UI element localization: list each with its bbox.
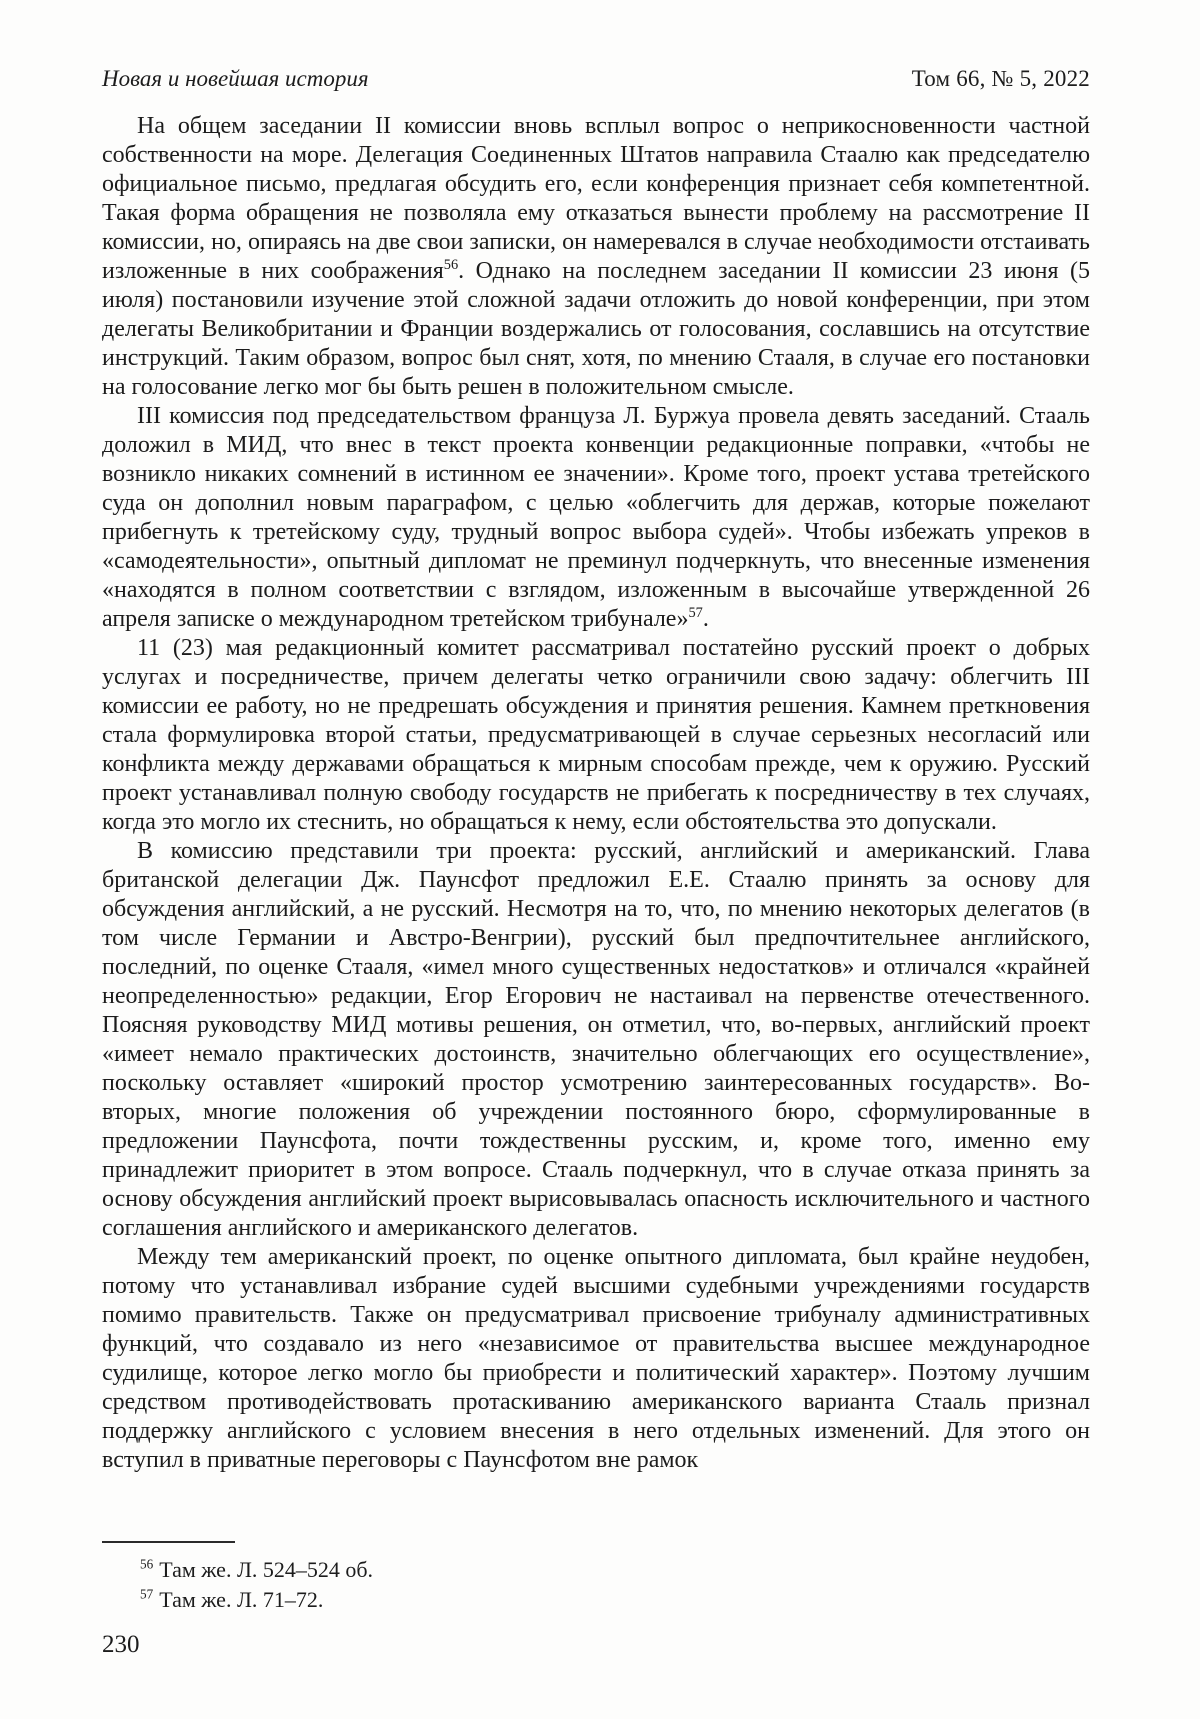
footnote-ref: 57: [688, 605, 703, 621]
footnote: [140, 1585, 1090, 1615]
page-footer: [102, 1541, 1090, 1659]
paragraph-text: . Однако на последнем заседании II комиссии 23 июня (5 июля) постановили изучение этой сложной задачи отложить до новой конференции, при этом делегаты Великобритании и Франции воздержались от голосования, сославшись на отсутствие инструкций. Таким образом, вопрос был снят, хотя, по мнению Стааля, в случае его постановки на голосование легко мог бы быть решен в положительном смысле.: [102, 258, 1090, 400]
footnote-marker: 57: [140, 1586, 154, 1602]
footnote-text: Там же. Л. 524–524 об.: [159, 1557, 374, 1582]
footnotes-block: [102, 1555, 1090, 1615]
footnote-ref: 56: [443, 257, 459, 273]
footnote-text: Там же. Л. 71–72.: [159, 1587, 324, 1612]
journal-title: Новая и новейшая история: [102, 66, 369, 91]
running-head: [102, 66, 1090, 92]
article-body: [102, 112, 1090, 1475]
body-paragraph: [102, 112, 1090, 402]
paragraph-text: .: [702, 606, 709, 632]
body-paragraph: [102, 634, 1090, 837]
page-number: 230: [102, 1631, 140, 1658]
paragraph-text: 11 (23) мая редакционный комитет рассматривал постатейно русский проект о добрых услугах и посредничестве, причем делегаты четко ограничили свою задачу: облегчить III комиссии ее работу, но не предрешать обсуждения и принятия решения. Камнем преткновения стала формулировка второй статьи, предусматривающей в случае серьезных несогласий или конфликта между державами обращаться к мирным способам прежде, чем к оружию. Русский проект устанавливал полную свободу государств не прибегать к посредничеству в тех случаях, когда это могло их стеснить, но обращаться к нему, если обстоятельства это допускали.: [102, 635, 1090, 835]
paragraph-text: Между тем американский проект, по оценке опытного дипломата, был крайне неудобен, потому что устанавливал избрание судей высшими судебными учреждениями государств помимо правительств. Также он предусматривал присвоение трибуналу административных функций, что создавало из него «независимое от правительства высшее международное судилище, которое легко могло бы приобрести и политический характер». Поэтому лучшим средством противодействовать протаскиванию американского варианта Стааль признал поддержку английского с условием внесения в него отдельных изменений. Для этого он вступил в приватные переговоры с Паунсфотом вне рамок: [102, 1244, 1090, 1473]
issue-info: Том 66, № 5, 2022: [911, 66, 1090, 91]
paragraph-text: III комиссия под председательством француза Л. Буржуа провела девять заседаний. Стааль доложил в МИД, что внес в текст проекта конвенции редакционные поправки, «чтобы не возникло никаких сомнений в истинном ее значении». Кроме того, проект устава третейского суда он дополнил новым параграфом, с целью «облегчить для держав, которые пожелают прибегнуть к третейскому суду, трудный вопрос выбора судей». Чтобы избежать упреков в «самодеятельности», опытный дипломат не преминул подчеркнуть, что внесенные изменения «находятся в полном соответствии с взглядом, изложенным в высочайше утвержденной 26 апреля записке о международном третейском трибунале»: [102, 403, 1090, 632]
body-paragraph: [102, 1243, 1090, 1475]
footnote-divider: [102, 1541, 235, 1543]
body-paragraph: [102, 837, 1090, 1243]
paragraph-text: В комиссию представили три проекта: русский, английский и американский. Глава британской делегации Дж. Паунсфот предложил Е.Е. Стаалю принять за основу для обсуждения английский, а не русский. Несмотря на то, что, по мнению некоторых делегатов (в том числе Германии и Австро-Венгрии), русский был предпочтительнее английского, последний, по оценке Стааля, «имел много существенных недостатков» и отличался «крайней неопределенностью» редакции, Егор Егорович не настаивал на первенстве отечественного. Поясняя руководству МИД мотивы решения, он отметил, что, во-первых, английский проект «имеет немало практических достоинств, значительно облегчающих его осуществление», поскольку оставляет «широкий простор усмотрению заинтересованных государств». Во-вторых, многие положения об учреждении постоянного бюро, сформулированные в предложении Паунсфота, почти тождественны русским, и, кроме того, именно ему принадлежит приоритет в этом вопросе. Стааль подчеркнул, что в случае отказа принять за основу обсуждения английский проект вырисовывалась опасность исключительного и частного соглашения английского и американского делегатов.: [102, 838, 1090, 1241]
body-paragraph: [102, 402, 1090, 634]
footnote-marker: 56: [140, 1556, 154, 1572]
paragraph-text: На общем заседании II комиссии вновь всплыл вопрос о неприкосновенности частной собственности на море. Делегация Соединенных Штатов направила Стаалю как председателю официальное письмо, предлагая обсудить его, если конференция признает себя компетентной. Такая форма обращения не позволяла ему отказаться вынести проблему на рассмотрение II комиссии, но, опираясь на две свои записки, он намеревался в случае необходимости отстаивать изложенные в них соображения: [102, 113, 1090, 284]
footnote: [140, 1555, 1090, 1585]
